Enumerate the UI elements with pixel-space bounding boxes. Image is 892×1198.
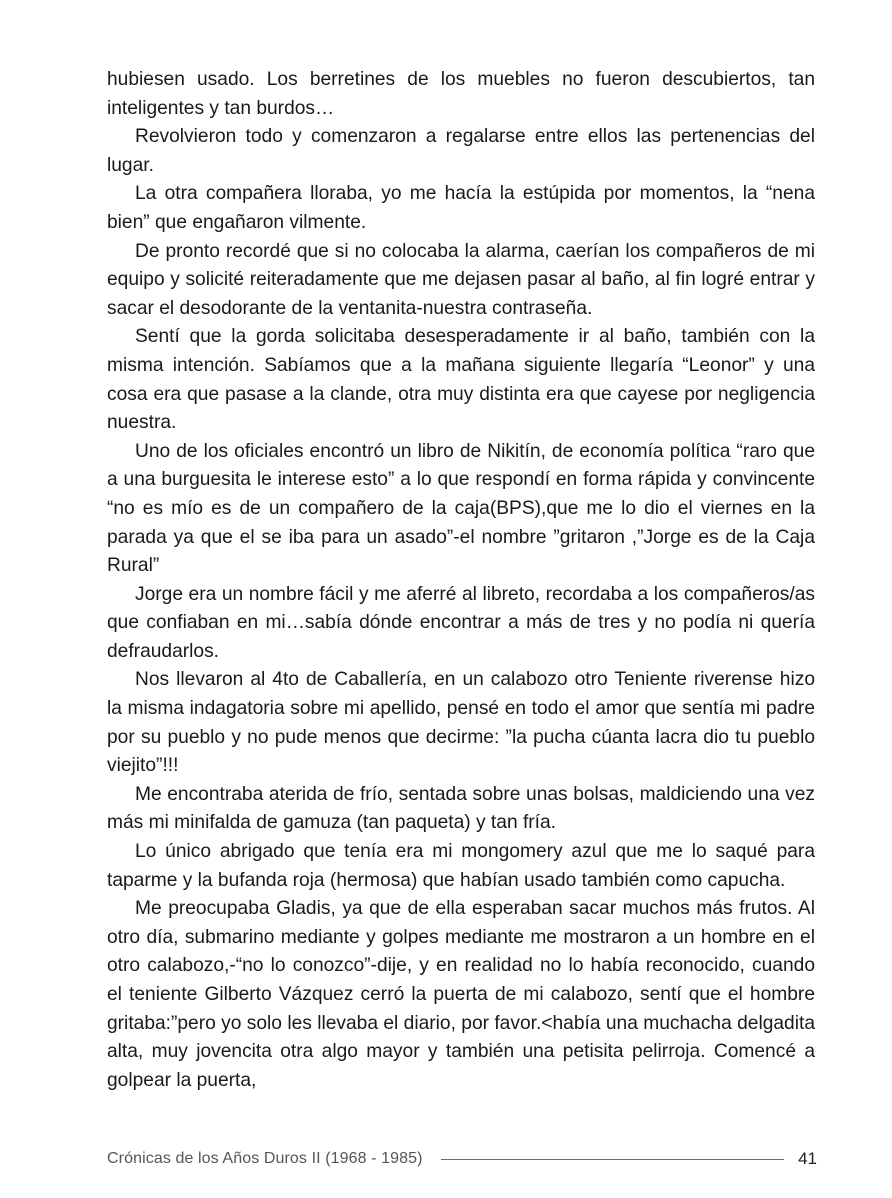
paragraph: Uno de los oficiales encontró un libro de Nikitín, de economía política “raro que a una burguesita le interese esto” a lo que respondí en forma rápida y convincente “no es mío es de un compañero de la caja(BPS),que me lo dio el viernes en la parada ya que el se iba para un asado”-el nombre ”gritaron ,”Jorge es de la Caja Rural” xyxy=(107,440,815,577)
paragraph: De pronto recordé que si no colocaba la alarma, caerían los compañeros de mi equipo y solicité reiteradamente que me dejasen pasar al baño, al fin logré entrar y sacar el desodorante de la ventanita-nuestra contraseña. xyxy=(107,240,815,319)
paragraph: Me encontraba aterida de frío, sentada sobre unas bolsas, maldiciendo una vez más mi minifalda de gamuza (tan paqueta) y tan fría. xyxy=(107,783,815,834)
paragraph: Sentí que la gorda solicitaba desesperadamente ir al baño, también con la misma intención. Sabíamos que a la mañana siguiente llegaría “Leonor” y una cosa era que pasase a la clande, otra muy distinta era que cayese por negligencia nuestra. xyxy=(107,326,815,434)
paragraph: hubiesen usado. Los berretines de los muebles no fueron descubiertos, tan inteligentes y tan burdos… xyxy=(107,69,815,119)
page-number: 41 xyxy=(798,1149,817,1168)
paragraph: Nos llevaron al 4to de Caballería, en un calabozo otro Teniente riverense hizo la misma indagatoria sobre mi apellido, pensé en todo el amor que sentía mi padre por su pueblo y no pude menos que decirme: ”la pucha cúanta lacra dio tu pueblo viejito”!!! xyxy=(107,669,815,777)
body-text xyxy=(107,66,815,1095)
paragraph: La otra compañera lloraba, yo me hacía la estúpida por momentos, la “nena bien” que engañaron vilmente. xyxy=(107,183,815,233)
paragraph: Lo único abrigado que tenía era mi mongomery azul que me lo saqué para taparme y la bufanda roja (hermosa) que habían usado también como capucha. xyxy=(107,841,815,891)
page-footer xyxy=(107,1147,817,1171)
paragraph: Me preocupaba Gladis, ya que de ella esperaban sacar muchos más frutos. Al otro día, submarino mediante y golpes mediante me mostraron a un hombre en el otro calabozo,-“no lo conozco”-dije, y en realidad no lo había reconocido, cuando el teniente Gilberto Vázquez cerró la puerta de mi calabozo, sentí que el hombre gritaba:”pero yo solo les llevaba el diario, por favor.<había una muchacha delgadita alta, muy jovencita otra algo mayor y también una petisita pelirroja. Comencé a golpear la puerta, xyxy=(107,898,815,1091)
footer-book-title: Crónicas de los Años Duros II (1968 - 1985) xyxy=(107,1150,423,1167)
footer-rule xyxy=(441,1159,785,1160)
paragraph: Revolvieron todo y comenzaron a regalarse entre ellos las pertenencias del lugar. xyxy=(107,126,815,176)
paragraph: Jorge era un nombre fácil y me aferré al libreto, recordaba a los compañeros/as que confiaban en mi…sabía dónde encontrar a más de tres y no podía ni quería defraudarlos. xyxy=(107,583,815,662)
